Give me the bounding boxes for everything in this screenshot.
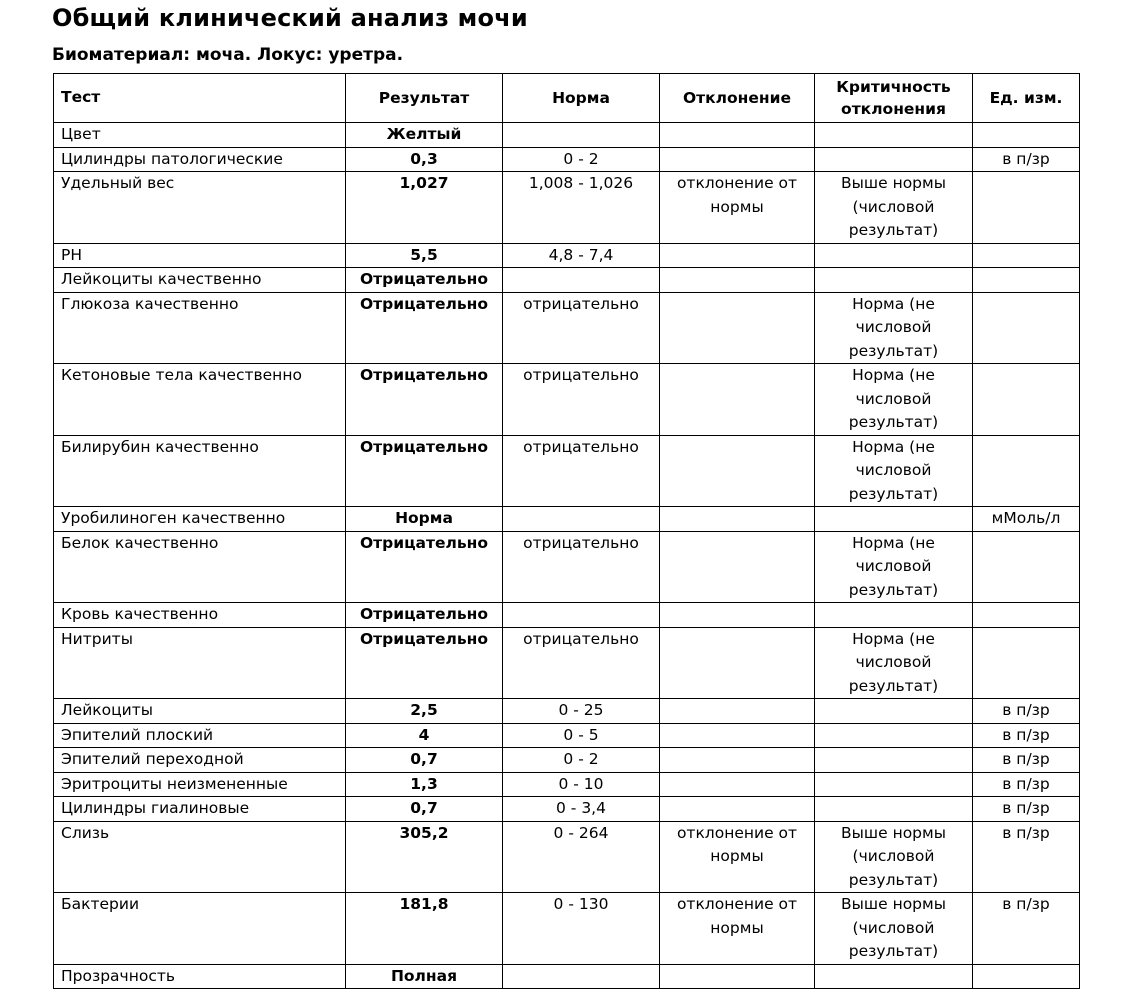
cell-test: Цилиндры гиалиновые: [54, 797, 346, 822]
cell-test: Белок качественно: [54, 531, 346, 603]
cell-result: 5,5: [346, 243, 503, 268]
cell-unit: [973, 268, 1080, 293]
cell-criticality: [815, 243, 973, 268]
cell-result: 0,3: [346, 147, 503, 172]
cell-norm: отрицательно: [503, 627, 660, 699]
cell-test: Бактерии: [54, 893, 346, 965]
table-row: [54, 893, 1080, 965]
cell-unit: [973, 603, 1080, 628]
cell-norm: 0 - 25: [503, 699, 660, 724]
table-row: [54, 748, 1080, 773]
cell-norm: [503, 507, 660, 532]
cell-result: Отрицательно: [346, 292, 503, 364]
cell-test: Кетоновые тела качественно: [54, 364, 346, 436]
table-row: [54, 603, 1080, 628]
cell-result: Отрицательно: [346, 364, 503, 436]
cell-unit: [973, 123, 1080, 148]
cell-deviation: [660, 243, 815, 268]
cell-test: Билирубин качественно: [54, 435, 346, 507]
cell-norm: отрицательно: [503, 364, 660, 436]
cell-deviation: [660, 748, 815, 773]
table-row: [54, 627, 1080, 699]
cell-deviation: [660, 507, 815, 532]
cell-norm: 0 - 130: [503, 893, 660, 965]
cell-norm: отрицательно: [503, 531, 660, 603]
cell-deviation: [660, 268, 815, 293]
table-row: [54, 821, 1080, 893]
page-title: Общий клинический анализ мочи: [52, 4, 528, 32]
cell-test: Эритроциты неизмененные: [54, 772, 346, 797]
cell-test: Удельный вес: [54, 172, 346, 244]
cell-test: Прозрачность: [54, 964, 346, 989]
table-header-row: [54, 74, 1080, 123]
cell-norm: 0 - 10: [503, 772, 660, 797]
cell-unit: [973, 627, 1080, 699]
table-row: [54, 292, 1080, 364]
cell-criticality: Норма (не числовой результат): [815, 364, 973, 436]
cell-criticality: [815, 268, 973, 293]
cell-unit: в п/зр: [973, 699, 1080, 724]
cell-unit: мМоль/л: [973, 507, 1080, 532]
cell-unit: в п/зр: [973, 748, 1080, 773]
cell-result: 2,5: [346, 699, 503, 724]
page-subtitle: Биоматериал: моча. Локус: уретра.: [52, 45, 404, 65]
header-criticality: Критичность отклонения: [815, 74, 973, 123]
cell-unit: [973, 531, 1080, 603]
cell-result: 0,7: [346, 748, 503, 773]
cell-unit: в п/зр: [973, 772, 1080, 797]
cell-criticality: Норма (не числовой результат): [815, 435, 973, 507]
cell-criticality: [815, 699, 973, 724]
cell-norm: отрицательно: [503, 435, 660, 507]
cell-deviation: [660, 772, 815, 797]
header-result: Результат: [346, 74, 503, 123]
cell-result: Норма: [346, 507, 503, 532]
cell-criticality: Выше нормы (числовой результат): [815, 893, 973, 965]
cell-test: Цилиндры патологические: [54, 147, 346, 172]
cell-result: 181,8: [346, 893, 503, 965]
table-row: [54, 147, 1080, 172]
cell-test: Лейкоциты: [54, 699, 346, 724]
cell-norm: отрицательно: [503, 292, 660, 364]
table-row: [54, 243, 1080, 268]
cell-norm: 0 - 5: [503, 723, 660, 748]
cell-result: Полная: [346, 964, 503, 989]
cell-norm: [503, 268, 660, 293]
table-row: [54, 364, 1080, 436]
cell-deviation: [660, 699, 815, 724]
cell-deviation: [660, 603, 815, 628]
cell-test: Глюкоза качественно: [54, 292, 346, 364]
header-deviation: Отклонение: [660, 74, 815, 123]
cell-norm: 0 - 264: [503, 821, 660, 893]
cell-unit: в п/зр: [973, 893, 1080, 965]
cell-criticality: Норма (не числовой результат): [815, 531, 973, 603]
cell-result: Отрицательно: [346, 435, 503, 507]
cell-deviation: отклонение от нормы: [660, 893, 815, 965]
cell-deviation: [660, 364, 815, 436]
cell-deviation: отклонение от нормы: [660, 172, 815, 244]
cell-norm: 1,008 - 1,026: [503, 172, 660, 244]
cell-norm: [503, 964, 660, 989]
header-test: Тест: [54, 74, 346, 123]
cell-unit: [973, 364, 1080, 436]
cell-norm: 0 - 3,4: [503, 797, 660, 822]
cell-deviation: [660, 627, 815, 699]
table-row: [54, 172, 1080, 244]
cell-criticality: [815, 723, 973, 748]
cell-test: Кровь качественно: [54, 603, 346, 628]
cell-unit: в п/зр: [973, 821, 1080, 893]
cell-test: PH: [54, 243, 346, 268]
cell-criticality: [815, 603, 973, 628]
cell-norm: 4,8 - 7,4: [503, 243, 660, 268]
cell-unit: [973, 172, 1080, 244]
cell-result: Отрицательно: [346, 603, 503, 628]
cell-test: Эпителий переходной: [54, 748, 346, 773]
cell-test: Слизь: [54, 821, 346, 893]
cell-criticality: [815, 964, 973, 989]
cell-deviation: [660, 292, 815, 364]
cell-result: 1,3: [346, 772, 503, 797]
cell-unit: [973, 435, 1080, 507]
table-row: [54, 772, 1080, 797]
cell-result: 305,2: [346, 821, 503, 893]
table-row: [54, 964, 1080, 989]
cell-deviation: [660, 797, 815, 822]
cell-norm: [503, 123, 660, 148]
cell-deviation: [660, 964, 815, 989]
results-table: [53, 73, 1080, 989]
cell-test: Нитриты: [54, 627, 346, 699]
cell-criticality: Выше нормы (числовой результат): [815, 172, 973, 244]
cell-norm: 0 - 2: [503, 147, 660, 172]
cell-test: Эпителий плоский: [54, 723, 346, 748]
cell-unit: [973, 292, 1080, 364]
cell-criticality: [815, 748, 973, 773]
cell-norm: [503, 603, 660, 628]
table-row: [54, 435, 1080, 507]
cell-criticality: [815, 123, 973, 148]
table-row: [54, 507, 1080, 532]
cell-unit: в п/зр: [973, 797, 1080, 822]
cell-criticality: [815, 507, 973, 532]
table-row: [54, 268, 1080, 293]
cell-deviation: [660, 123, 815, 148]
table-body: [54, 123, 1080, 989]
cell-unit: в п/зр: [973, 147, 1080, 172]
table-row: [54, 123, 1080, 148]
cell-deviation: [660, 531, 815, 603]
table-row: [54, 723, 1080, 748]
table-row: [54, 699, 1080, 724]
cell-test: Уробилиноген качественно: [54, 507, 346, 532]
cell-deviation: отклонение от нормы: [660, 821, 815, 893]
cell-criticality: Выше нормы (числовой результат): [815, 821, 973, 893]
header-norm: Норма: [503, 74, 660, 123]
cell-result: Отрицательно: [346, 627, 503, 699]
cell-deviation: [660, 435, 815, 507]
table-row: [54, 531, 1080, 603]
cell-result: 4: [346, 723, 503, 748]
cell-norm: 0 - 2: [503, 748, 660, 773]
cell-criticality: [815, 797, 973, 822]
cell-deviation: [660, 147, 815, 172]
cell-unit: [973, 964, 1080, 989]
cell-deviation: [660, 723, 815, 748]
cell-unit: [973, 243, 1080, 268]
cell-result: Желтый: [346, 123, 503, 148]
cell-result: 1,027: [346, 172, 503, 244]
cell-criticality: [815, 772, 973, 797]
cell-unit: в п/зр: [973, 723, 1080, 748]
cell-result: Отрицательно: [346, 268, 503, 293]
cell-test: Цвет: [54, 123, 346, 148]
header-unit: Ед. изм.: [973, 74, 1080, 123]
cell-criticality: [815, 147, 973, 172]
cell-test: Лейкоциты качественно: [54, 268, 346, 293]
cell-criticality: Норма (не числовой результат): [815, 292, 973, 364]
cell-criticality: Норма (не числовой результат): [815, 627, 973, 699]
cell-result: 0,7: [346, 797, 503, 822]
table-row: [54, 797, 1080, 822]
cell-result: Отрицательно: [346, 531, 503, 603]
